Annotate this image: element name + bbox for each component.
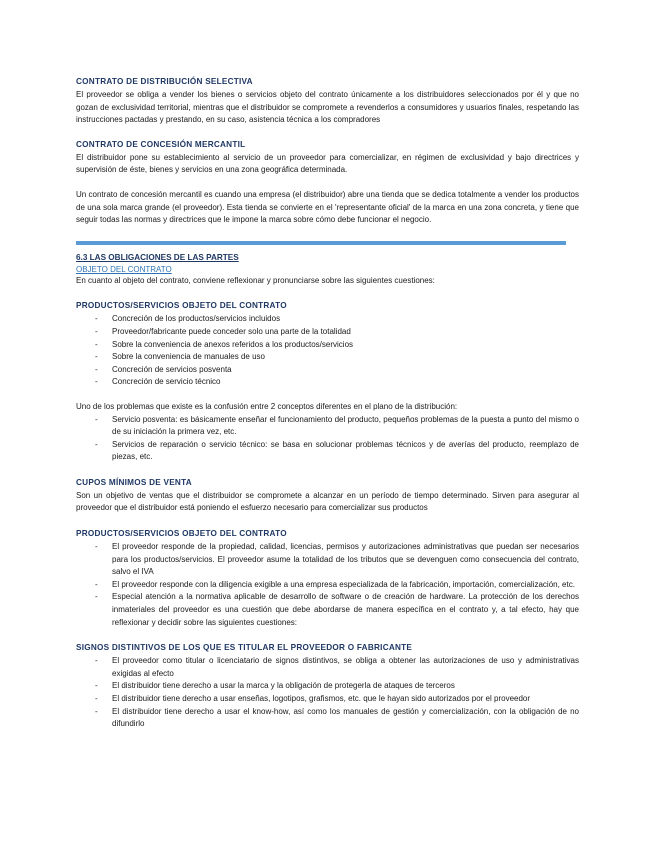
list-item: - El distribuidor tiene derecho a usar el know-how, así como los manuales de gestión y comercialización, con la obligación de no difundirlo <box>95 706 579 729</box>
list-item: - Sobre la conveniencia de manuales de uso <box>95 352 265 362</box>
section-subtitle-link[interactable]: OBJETO DEL CONTRATO <box>76 264 172 274</box>
concesion-heading: CONTRATO DE CONCESIÓN MERCANTIL <box>76 139 246 149</box>
distribucion-text: El proveedor se obliga a vender los bienes o servicios objeto del contrato únicamente a los distribuidores seleccionados por él y que no gozan de exclusividad territorial, mientras que el distribuidor se compromete a revenderlos a consumidores y usuarios finales, respetando las instrucciones pactadas y prestando, en su caso, asistencia técnica a los compradores <box>76 90 579 125</box>
cupos-text: Son un objetivo de ventas que el distribuidor se compromete a alcanzar en un período de tiempo determinado. Sirven para asegurar al proveedor que el distribuidor está poniendo el esfuerzo necesario para comercializar sus productos <box>76 490 579 513</box>
distribucion-heading: CONTRATO DE DISTRIBUCIÓN SELECTIVA <box>76 77 253 86</box>
section-title: 6.3 LAS OBLIGACIONES DE LAS PARTES <box>76 252 239 262</box>
list-item: - Servicio posventa: es básicamente enseñar el funcionamiento del producto, pequeños problemas de la puesta a punto del mismo o de su iniciación la primera vez, etc. <box>95 414 579 437</box>
list-item: - El proveedor responde de la propiedad, calidad, licencias, permisos y autorizaciones administrativas que puedan ser necesarios para los productos/servicios. El proveedor asume la totalidad de los tributos que se devenguen como consecuencia del contrato, salvo el IVA <box>95 542 579 577</box>
list-item: - Sobre la conveniencia de anexos referidos a los productos/servicios <box>95 339 354 349</box>
list-item: - Especial atención a la normativa aplicable de desarrollo de software o de creación de hardware. La protección de los derechos inmateriales del proveedor es una cuestión que debe abordarse de manera específica en el contrato y, a tal efecto, hay que reflexionar y decidir sobre las siguientes cuestiones: <box>95 592 579 627</box>
productos-list-1 <box>76 313 579 389</box>
concesion-text-1: El distribuidor pone su establecimiento al servicio de un proveedor para comercializar, en régimen de exclusividad y bajo directrices y supervisión de éste, bienes y servicios en una zona geográfica determinada. <box>76 152 579 175</box>
section-divider <box>76 241 566 245</box>
list-item: - El proveedor responde con la diligencia exigible a una empresa especializada de la fabricación, importación, comercialización, etc. <box>95 579 575 589</box>
productos-list-3 <box>76 541 579 629</box>
list-item: - Concreción de servicio técnico <box>95 377 221 387</box>
productos-heading-2: PRODUCTOS/SERVICIOS OBJETO DEL CONTRATO <box>76 529 287 539</box>
list-item: - El distribuidor tiene derecho a usar la marca y la obligación de protegerla de ataques de terceros <box>95 681 455 691</box>
concesion-text-2: Un contrato de concesión mercantil es cuando una empresa (el distribuidor) abre una tienda que se dedica totalmente a vender los productos de una sola marca grande (el proveedor). Esta tienda se convierte en el 'representante oficial' de la marca en una zona concreta, y tiene que seguir todas las normas y directrices que le impone la marca sobre cómo debe funcionar el negocio. <box>76 189 579 225</box>
signos-heading: SIGNOS DISTINTIVOS DE LOS QUE ES TITULAR EL PROVEEDOR O FABRICANTE <box>76 643 413 653</box>
section-intro: En cuanto al objeto del contrato, conviene reflexionar y pronunciarse sobre las siguientes cuestiones: <box>76 275 435 285</box>
cupos-heading: CUPOS MÍNIMOS DE VENTA <box>76 477 192 487</box>
productos-list-2 <box>76 414 579 464</box>
signos-list <box>76 655 579 731</box>
productos-heading-1: PRODUCTOS/SERVICIOS OBJETO DEL CONTRATO <box>76 301 287 311</box>
list-item: - Concreción de los productos/servicios incluidos <box>95 314 281 324</box>
productos-note: Uno de los problemas que existe es la confusión entre 2 conceptos diferentes en el plano de la distribución: <box>76 401 458 411</box>
list-item: - El distribuidor tiene derecho a usar enseñas, logotipos, grafismos, etc. que le hayan sido autorizados por el proveedor <box>95 694 531 703</box>
list-item: - Servicios de reparación o servicio técnico: se basa en solucionar problemas técnicos y de averías del producto, reemplazo de piezas, etc. <box>95 439 579 462</box>
list-item: - Concreción de servicios posventa <box>95 364 232 374</box>
list-item: - Proveedor/fabricante puede conceder solo una parte de la totalidad <box>95 326 351 336</box>
list-item: - El proveedor como titular o licenciatario de signos distintivos, se obliga a obtener las autorizaciones de uso y administrativas exigidas al efecto <box>95 656 579 678</box>
